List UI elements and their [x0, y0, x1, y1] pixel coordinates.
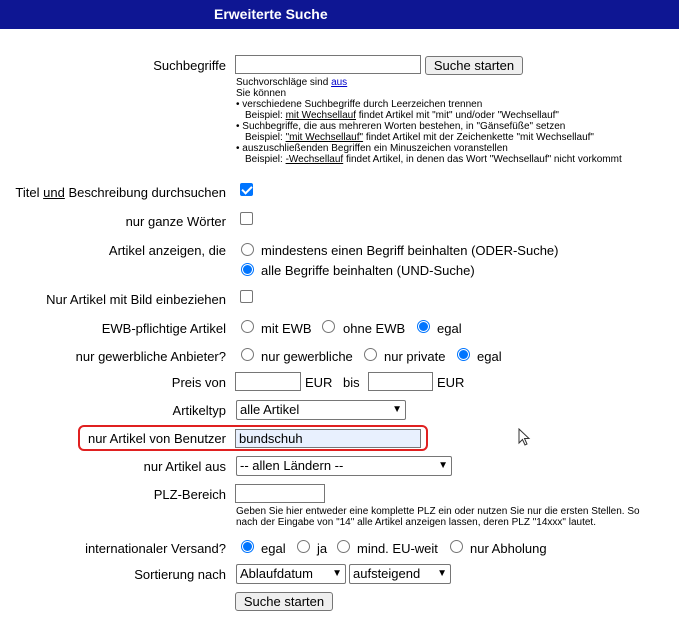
- shipping-pickup-radio[interactable]: [450, 540, 463, 553]
- ewb-label: EWB-pflichtige Artikel: [101, 321, 226, 336]
- search-suggest-text: Suchvorschläge sind aus: [236, 77, 348, 88]
- user-input[interactable]: [235, 429, 421, 448]
- price-currency-1: EUR: [305, 375, 333, 390]
- help-example-1: Beispiel: mit Wechsellauf findet Artikel mit "mit" und/oder "Wechsellauf": [245, 110, 559, 121]
- header-bar: [0, 0, 679, 29]
- sort-field-select[interactable]: Ablaufdatum ▼: [236, 564, 346, 584]
- whole-words-checkbox[interactable]: [240, 212, 253, 225]
- ewb-without-label: ohne EWB: [343, 321, 406, 336]
- zip-label: PLZ-Bereich: [153, 487, 226, 502]
- ewb-with-label: mit EWB: [261, 321, 312, 336]
- sort-order-select[interactable]: aufsteigend ▼: [349, 564, 451, 584]
- ewb-with-radio[interactable]: [241, 320, 254, 333]
- with-image-checkbox[interactable]: [240, 290, 253, 303]
- zip-help-1: Geben Sie hier entweder eine komplette PLZ ein oder nutzen Sie nur die ersten Stellen. So: [236, 506, 640, 517]
- price-label: Preis von: [171, 375, 226, 390]
- price-to-label: bis: [343, 375, 360, 390]
- with-image-label: Nur Artikel mit Bild einbeziehen: [46, 292, 226, 307]
- and-search-label: alle Begriffe beinhalten (UND-Suche): [261, 263, 475, 278]
- help-item-3: • auszuschließenden Begriffen ein Minuszeichen voranstellen: [236, 143, 508, 154]
- search-start-button-bottom[interactable]: Suche starten: [235, 592, 333, 611]
- search-label: Suchbegriffe: [153, 58, 226, 73]
- ewb-any-label: egal: [437, 321, 462, 336]
- shipping-any-radio[interactable]: [241, 540, 254, 553]
- or-search-radio[interactable]: [241, 243, 254, 256]
- suggest-toggle-link[interactable]: aus: [331, 77, 348, 88]
- country-label: nur Artikel aus: [143, 459, 226, 474]
- show-articles-label: Artikel anzeigen, die: [108, 243, 226, 258]
- chevron-down-icon: ▼: [437, 568, 447, 579]
- chevron-down-icon: ▼: [392, 404, 402, 415]
- private-only-label: nur private: [384, 349, 446, 364]
- shipping-label: internationaler Versand?: [85, 541, 226, 556]
- chevron-down-icon: ▼: [438, 460, 448, 471]
- mouse-pointer-icon: [518, 428, 531, 447]
- article-type-label: Artikeltyp: [172, 403, 226, 418]
- example-link-2[interactable]: "mit Wechsellauf": [285, 132, 364, 143]
- country-select[interactable]: -- allen Ländern -- ▼: [236, 456, 452, 476]
- commercial-only-label: nur gewerbliche: [261, 349, 353, 364]
- ewb-any-radio[interactable]: [417, 320, 430, 333]
- zip-help-2: nach der Eingabe von "14" alle Artikel anzeigen lassen, deren PLZ "14xxx" lautet.: [236, 517, 596, 528]
- price-currency-2: EUR: [437, 375, 465, 390]
- article-type-select[interactable]: alle Artikel ▼: [236, 400, 406, 420]
- shipping-yes-radio[interactable]: [297, 540, 310, 553]
- commercial-any-radio[interactable]: [457, 348, 470, 361]
- price-from-input[interactable]: [235, 372, 301, 391]
- commercial-only-radio[interactable]: [241, 348, 254, 361]
- ewb-without-radio[interactable]: [322, 320, 335, 333]
- help-item-2: • Suchbegriffe, die aus mehreren Worten bestehen, in "Gänsefüße" setzen: [236, 121, 566, 132]
- title-desc-label: Titel und Beschreibung durchsuchen: [15, 185, 226, 200]
- page-title: Erweiterte Suche: [214, 6, 328, 22]
- price-to-input[interactable]: [368, 372, 433, 391]
- help-intro: Sie können: [236, 88, 287, 99]
- and-search-radio[interactable]: [241, 263, 254, 276]
- user-label: nur Artikel von Benutzer: [87, 431, 226, 446]
- shipping-pickup-label: nur Abholung: [470, 541, 547, 556]
- zip-input[interactable]: [235, 484, 325, 503]
- help-item-1: • verschiedene Suchbegriffe durch Leerzeichen trennen: [236, 99, 483, 110]
- example-link-1[interactable]: mit Wechsellauf: [285, 110, 356, 121]
- example-link-3[interactable]: -Wechsellauf: [285, 154, 344, 165]
- commercial-any-label: egal: [477, 349, 502, 364]
- help-example-3: Beispiel: -Wechsellauf findet Artikel, in denen das Wort "Wechsellauf" nicht vorkommt: [245, 154, 622, 165]
- shipping-yes-label: ja: [317, 541, 328, 556]
- shipping-any-label: egal: [261, 541, 286, 556]
- chevron-down-icon: ▼: [332, 568, 342, 579]
- sort-label: Sortierung nach: [134, 567, 226, 582]
- search-start-button-top[interactable]: Suche starten: [425, 56, 523, 75]
- commercial-label: nur gewerbliche Anbieter?: [75, 349, 226, 364]
- private-only-radio[interactable]: [364, 348, 377, 361]
- shipping-eu-label: mind. EU-weit: [357, 541, 438, 556]
- search-input[interactable]: [235, 55, 421, 74]
- shipping-eu-radio[interactable]: [337, 540, 350, 553]
- whole-words-label: nur ganze Wörter: [125, 214, 226, 229]
- title-desc-checkbox[interactable]: [240, 183, 253, 196]
- or-search-label: mindestens einen Begriff beinhalten (ODER-Suche): [261, 243, 559, 258]
- help-example-2: Beispiel: "mit Wechsellauf" findet Artikel mit der Zeichenkette "mit Wechsellauf": [245, 132, 594, 143]
